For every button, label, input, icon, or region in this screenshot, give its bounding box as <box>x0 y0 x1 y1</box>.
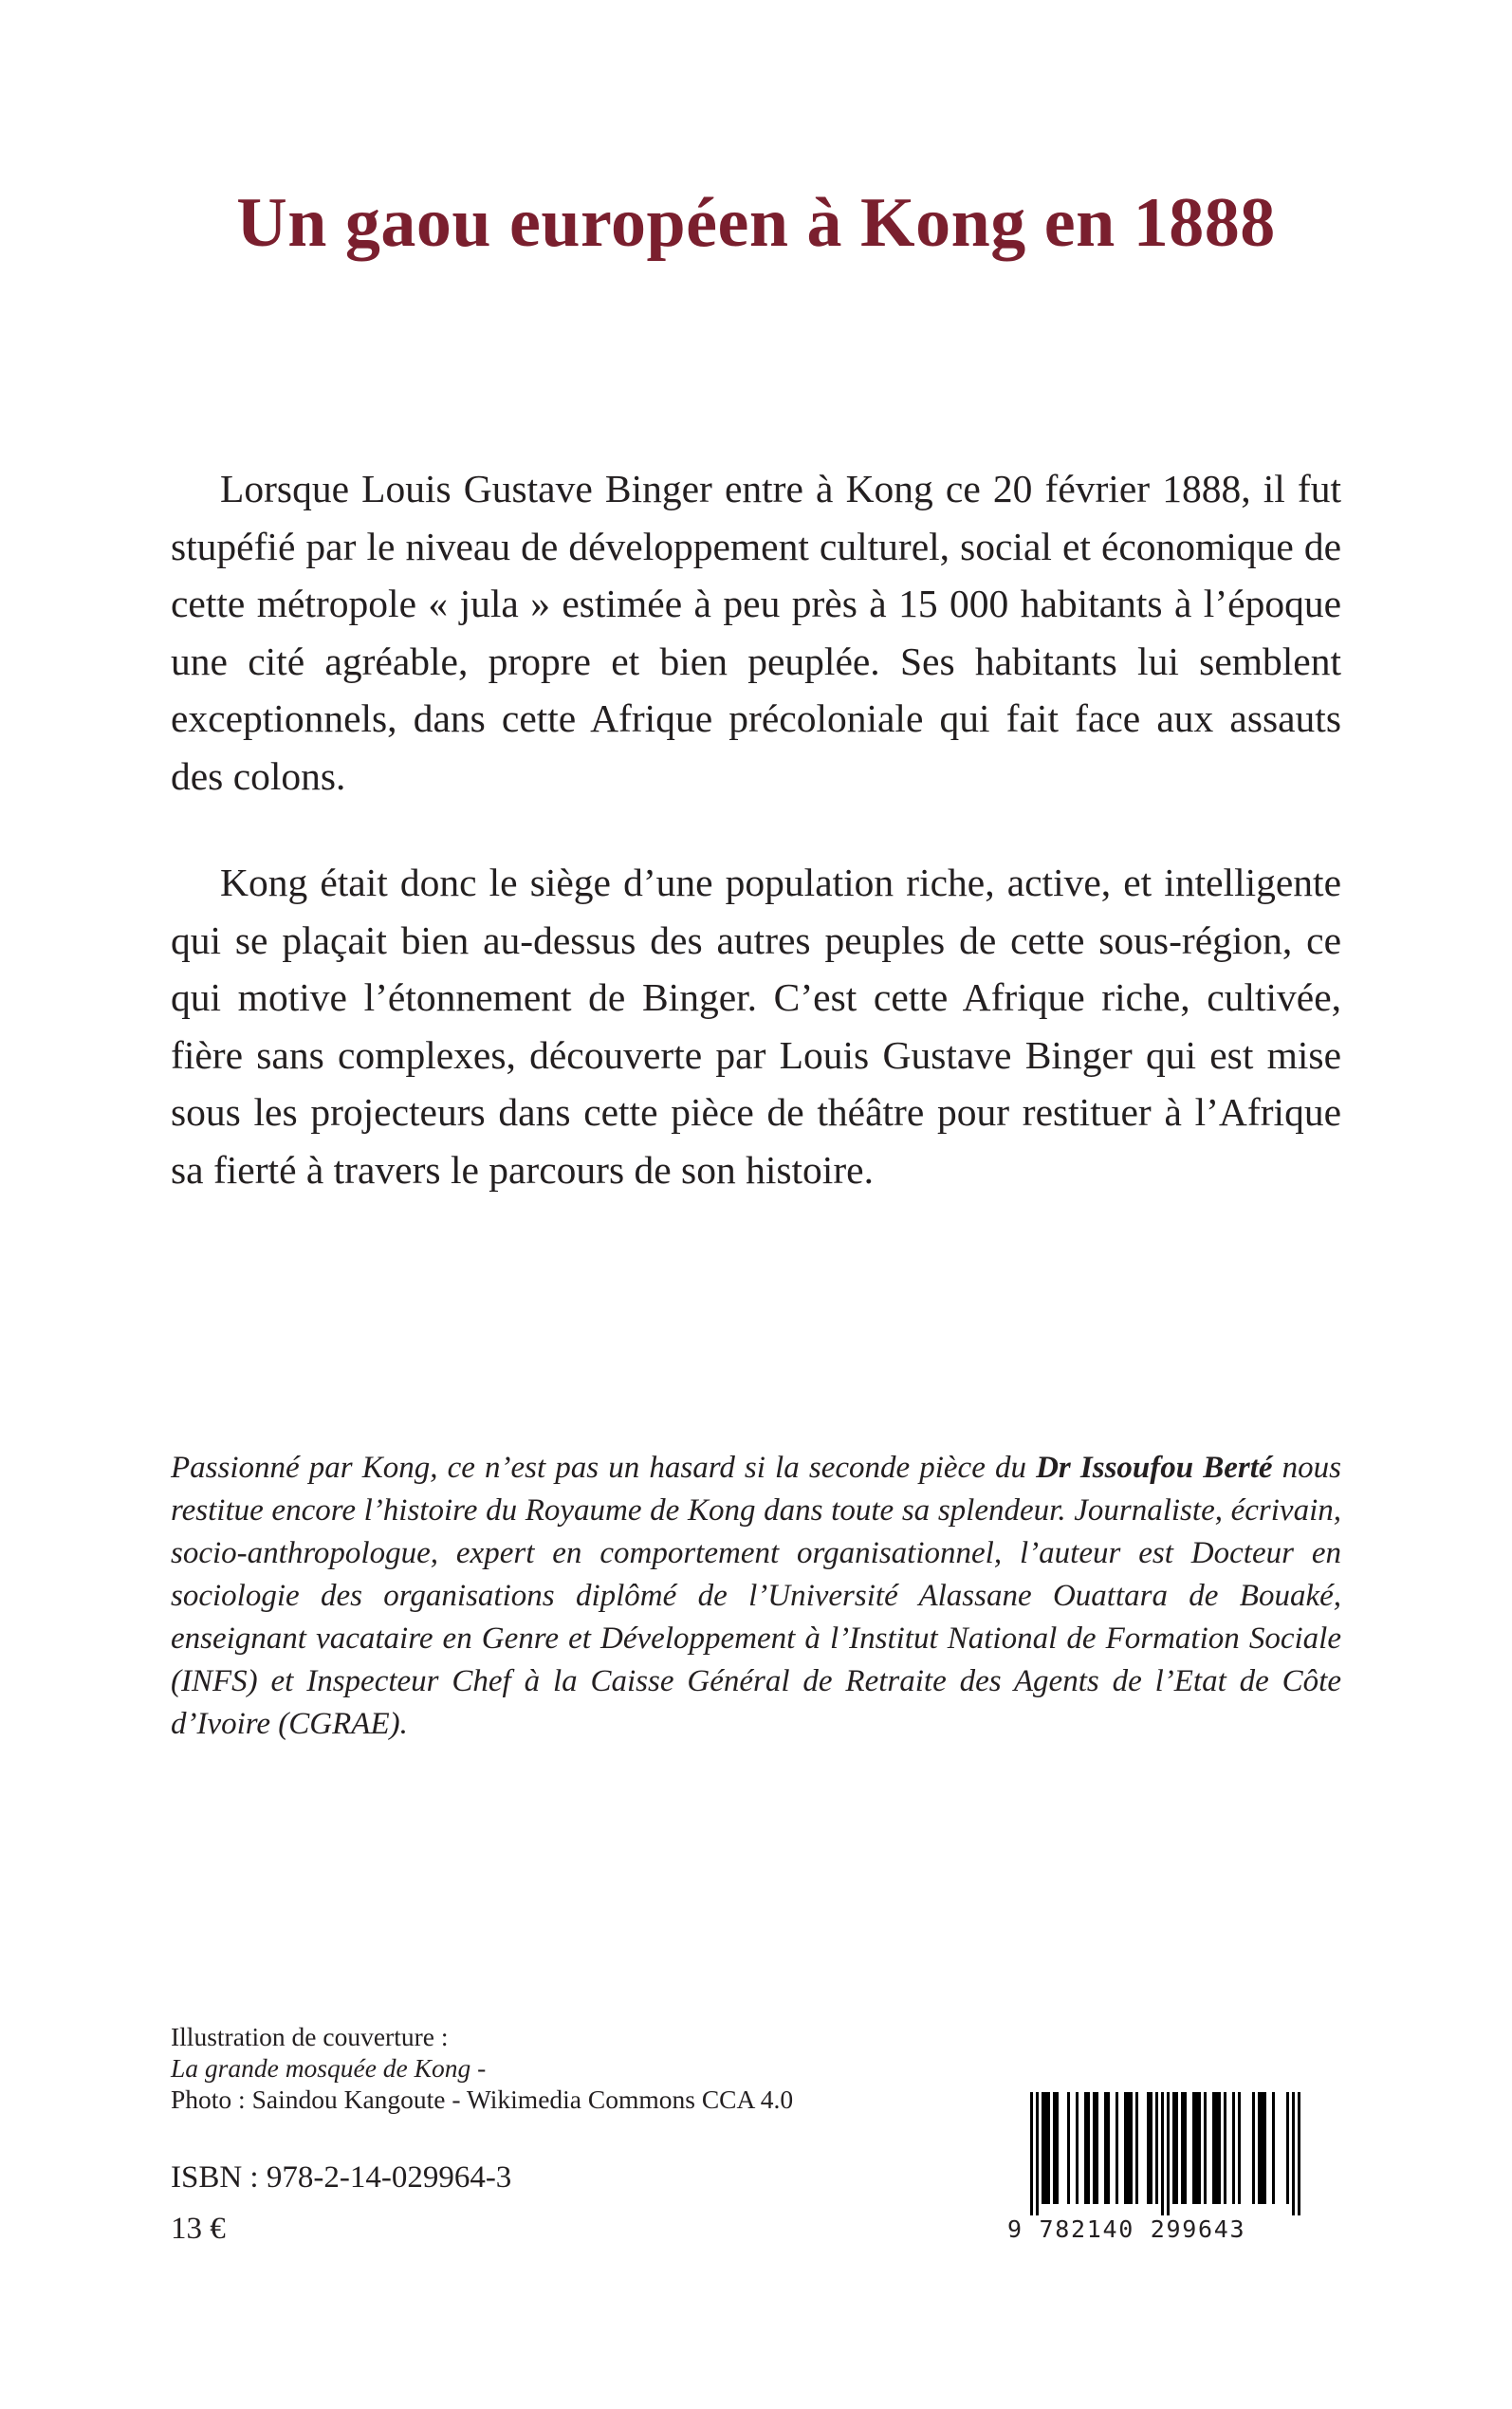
barcode-bar <box>1224 2092 1226 2204</box>
barcode-bar <box>1067 2092 1070 2204</box>
cover-credits <box>171 2021 793 2115</box>
barcode-bar <box>1238 2092 1241 2204</box>
barcode-bar <box>1093 2092 1096 2204</box>
barcode-bar <box>1047 2092 1050 2204</box>
author-bio-intro: Passionné par Kong, ce n’est pas un hasard si la seconde pièce du <box>171 1451 1037 1485</box>
barcode-bar <box>1150 2092 1152 2204</box>
barcode-bar <box>1172 2092 1175 2204</box>
barcode-bar <box>1161 2092 1164 2215</box>
barcode-bar <box>1107 2092 1110 2204</box>
barcode-bar <box>1127 2092 1130 2204</box>
barcode-bar <box>1292 2092 1295 2215</box>
barcode-bar <box>1198 2092 1201 2204</box>
author-bio-details: nous restitue encore l’histoire du Royaume de Kong dans toute sa splendeur. Journaliste, écrivain, socio-anthropologue, expert en comportement organisationnel, l’auteur est Docteur en sociologie des organisations diplômé de l’Université Alassane Ouattara de Bouaké, enseignant vacataire en Genre et Développement à l’Institut National de Formation Sociale (INFS) et Inspecteur Chef à la Caisse Général de Retraite des Agents de l’Etat de Côte d’Ivoire (CGRAE). <box>171 1451 1342 1741</box>
barcode-bar <box>1215 2092 1218 2204</box>
credits-photo: Photo : Saindou Kangoute - Wikimedia Commons CCA 4.0 <box>171 2085 794 2114</box>
barcode-bar <box>1084 2092 1087 2204</box>
barcode-bar <box>1130 2092 1133 2204</box>
barcode-digits: 9 782140 299643 <box>1007 2215 1246 2243</box>
author-bio <box>171 1447 1341 1746</box>
barcode-bar <box>1053 2092 1056 2204</box>
barcode-bar <box>1261 2092 1263 2204</box>
barcode-bar <box>1096 2092 1098 2204</box>
isbn: ISBN : 978-2-14-029964-3 <box>171 2160 512 2195</box>
barcode-bar <box>1263 2092 1266 2204</box>
summary-paragraph-2: Kong était donc le siège d’une population riche, active, et intelligente qui se plaçait bien au-dessus des autres peuples de cette sous-région, ce qui motive l’étonnement de Binger. C’est cette Afrique riche, cultivée, fière sans complexes, découverte par Louis Gustave Binger qui est mise sous les projecteurs dans cette pièce de théâtre pour restituer à l’Afrique sa fierté à travers le parcours de son histoire. <box>171 861 1341 1192</box>
barcode-bar <box>1124 2092 1127 2204</box>
barcode-bar <box>1175 2092 1178 2204</box>
barcode-bar <box>1258 2092 1261 2204</box>
summary-paragraph-1: Lorsque Louis Gustave Binger entre à Kong ce 20 février 1888, il fut stupéfié par le niveau de développement culturel, social et économique de cette métropole « jula » estimée à peu près à 15 000 habitants à l’époque une cité agréable, propre et bien peuplée. Ses habitants lui semblent exceptionnels, dans cette Afrique précoloniale qui fait face aux assauts des colons. <box>171 467 1341 798</box>
barcode-bar <box>1135 2092 1138 2204</box>
author-name: Dr Issoufou Berté <box>1036 1451 1273 1485</box>
barcode-bar <box>1252 2092 1255 2204</box>
barcode-bar <box>1218 2092 1221 2204</box>
barcode <box>1007 2092 1320 2249</box>
barcode-bar <box>1087 2092 1090 2204</box>
barcode-bar <box>1272 2092 1275 2204</box>
barcode-bar <box>1147 2092 1150 2204</box>
barcode-bar <box>1116 2092 1118 2204</box>
barcode-bar <box>1192 2092 1195 2204</box>
credits-heading: Illustration de couverture : <box>171 2022 449 2051</box>
barcode-bar <box>1042 2092 1044 2204</box>
barcode-bar <box>1104 2092 1107 2204</box>
barcode-bar <box>1030 2092 1033 2215</box>
barcode-bar <box>1036 2092 1039 2215</box>
book-title: Un gaou européen à Kong en 1888 <box>236 184 1276 262</box>
credits-illustration-title: La grande mosquée de Kong - <box>171 2053 487 2083</box>
barcode-bar <box>1181 2092 1184 2204</box>
barcode-bar <box>1184 2092 1187 2204</box>
barcode-bar <box>1195 2092 1198 2204</box>
barcode-bar <box>1286 2092 1289 2204</box>
barcode-bar <box>1076 2092 1079 2204</box>
barcode-bar <box>1044 2092 1047 2204</box>
barcode-bar <box>1155 2092 1158 2204</box>
price: 13 € <box>171 2212 226 2246</box>
barcode-bar <box>1298 2092 1300 2215</box>
barcode-bar <box>1212 2092 1215 2204</box>
barcode-bar <box>1204 2092 1207 2204</box>
barcode-bars <box>1007 2092 1320 2215</box>
barcode-bar <box>1232 2092 1235 2204</box>
barcode-bar <box>1167 2092 1170 2215</box>
barcode-bar <box>1056 2092 1059 2204</box>
